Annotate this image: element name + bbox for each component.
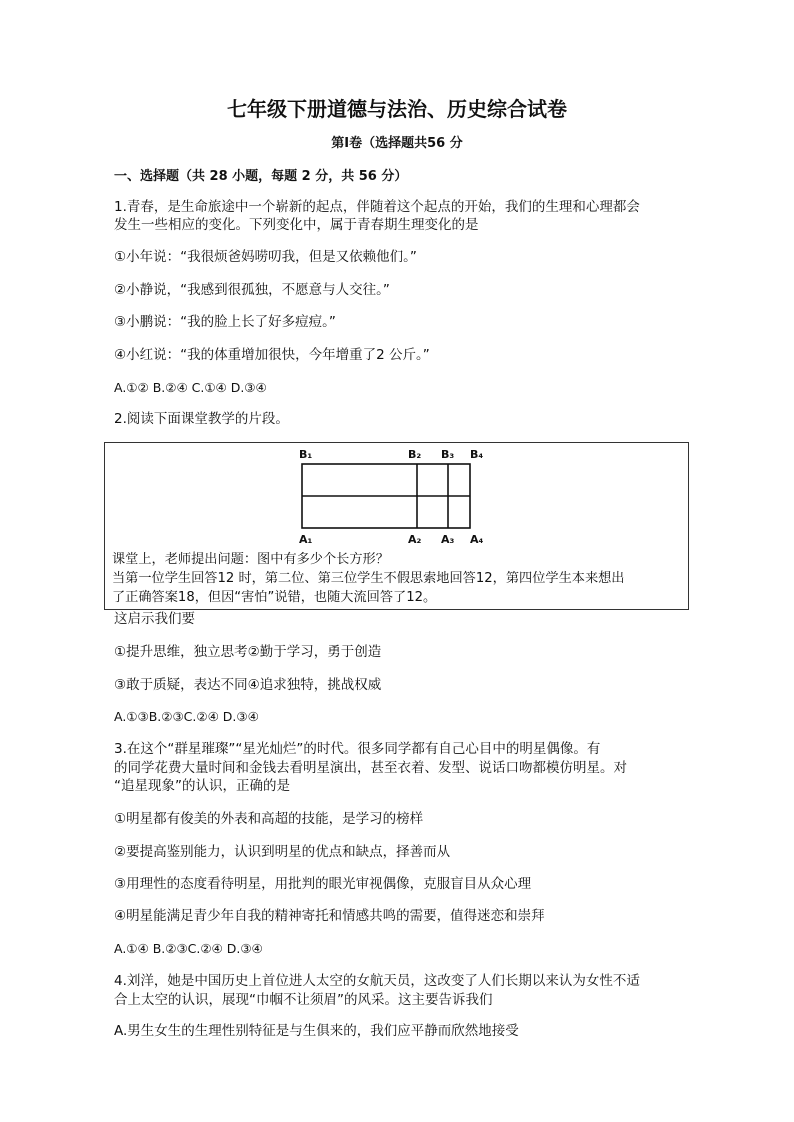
- part-heading: 第Ⅰ卷（选择题共56 分: [331, 136, 463, 151]
- q2-stem: 2.阅读下面课堂教学的片段。: [114, 411, 289, 427]
- label-b2: B₂: [408, 448, 422, 461]
- label-b1: B₁: [299, 448, 313, 461]
- q4-option-a: A.男生女生的生理性别特征是与生俱来的，我们应平静而欣然地接受: [114, 1023, 519, 1039]
- q3-item-3: ③用理性的态度看待明星，用批判的眼光审视偶像，克服盲目从众心理: [114, 876, 532, 892]
- q2-box-line2: 当第一位学生回答12 时，第二位、第三位学生不假思索地回答12，第四位学生本来想出: [112, 571, 625, 586]
- q1-item-2: ②小静说，“我感到很孤独，不愿意与人交往。”: [114, 282, 390, 298]
- q1-item-1: ①小年说：“我很烦爸妈唠叨我，但是又依赖他们。”: [114, 249, 417, 265]
- q3-item-2: ②要提高鉴别能力，认识到明星的优点和缺点，择善而从: [114, 844, 451, 860]
- q1-stem-line1: 1.青春，是生命旅途中一个崭新的起点，伴随着这个起点的开始，我们的生理和心理都会: [114, 199, 640, 215]
- q3-item-4: ④明星能满足青少年自我的精神寄托和情感共鸣的需要，值得迷恋和崇拜: [114, 908, 545, 924]
- q1-item-4: ④小红说：“我的体重增加很快，今年增重了2 公斤。”: [114, 347, 430, 363]
- q1-item-3: ③小鹏说：“我的脸上长了好多痘痘。”: [114, 314, 336, 330]
- q4-stem-line1: 4.刘洋，她是中国历史上首位进人太空的女航天员，这改变了人们长期以来认为女性不适: [114, 973, 640, 989]
- label-a4: A₄: [470, 533, 484, 546]
- q2-scenario-box: [104, 442, 689, 610]
- section-heading: 一、选择题（共 28 小题，每题 2 分，共 56 分）: [114, 169, 408, 184]
- q2-options: A.①③B.②③C.②④ D.③④: [114, 709, 259, 724]
- q2-item-2: ③敢于质疑，表达不同④追求独特，挑战权威: [114, 677, 382, 693]
- q3-options: A.①④ B.②③C.②④ D.③④: [114, 941, 263, 956]
- label-a3: A₃: [441, 533, 455, 546]
- q1-stem-line2: 发生一些相应的变化。下列变化中，属于青春期生理变化的是: [114, 217, 479, 233]
- label-b3: B₃: [441, 448, 455, 461]
- label-a2: A₂: [408, 533, 422, 546]
- q3-stem-line1: 3.在这个“群星璀璨”“星光灿烂”的时代。很多同学都有自己心目中的明星偶像。有: [114, 741, 601, 757]
- q2-item-1: ①提升思维，独立思考②勤于学习，勇于创造: [114, 644, 382, 660]
- rectangle-figure: [105, 443, 688, 551]
- page-title: 七年级下册道德与法治、历史综合试卷: [227, 97, 567, 121]
- q2-prompt: 这启示我们要: [114, 611, 195, 627]
- q3-stem-line2: 的同学花费大量时间和金钱去看明星演出，甚至衣着、发型、说话口吻都模仿明星。对: [114, 760, 627, 776]
- label-b4: B₄: [470, 448, 484, 461]
- label-a1: A₁: [299, 533, 313, 546]
- q3-item-1: ①明星都有俊美的外表和高超的技能，是学习的榜样: [114, 811, 424, 827]
- q2-box-line3: 了正确答案18，但因“害怕”说错，也随大流回答了12。: [112, 590, 437, 605]
- q3-stem-line3: “追星现象”的认识，正确的是: [114, 778, 290, 794]
- q2-box-line1: 课堂上，老师提出问题：图中有多少个长方形？: [112, 552, 389, 567]
- q1-options: A.①② B.②④ C.①④ D.③④: [114, 380, 267, 395]
- q4-stem-line2: 合上太空的认识，展现“巾帼不让须眉”的风采。这主要告诉我们: [114, 992, 493, 1008]
